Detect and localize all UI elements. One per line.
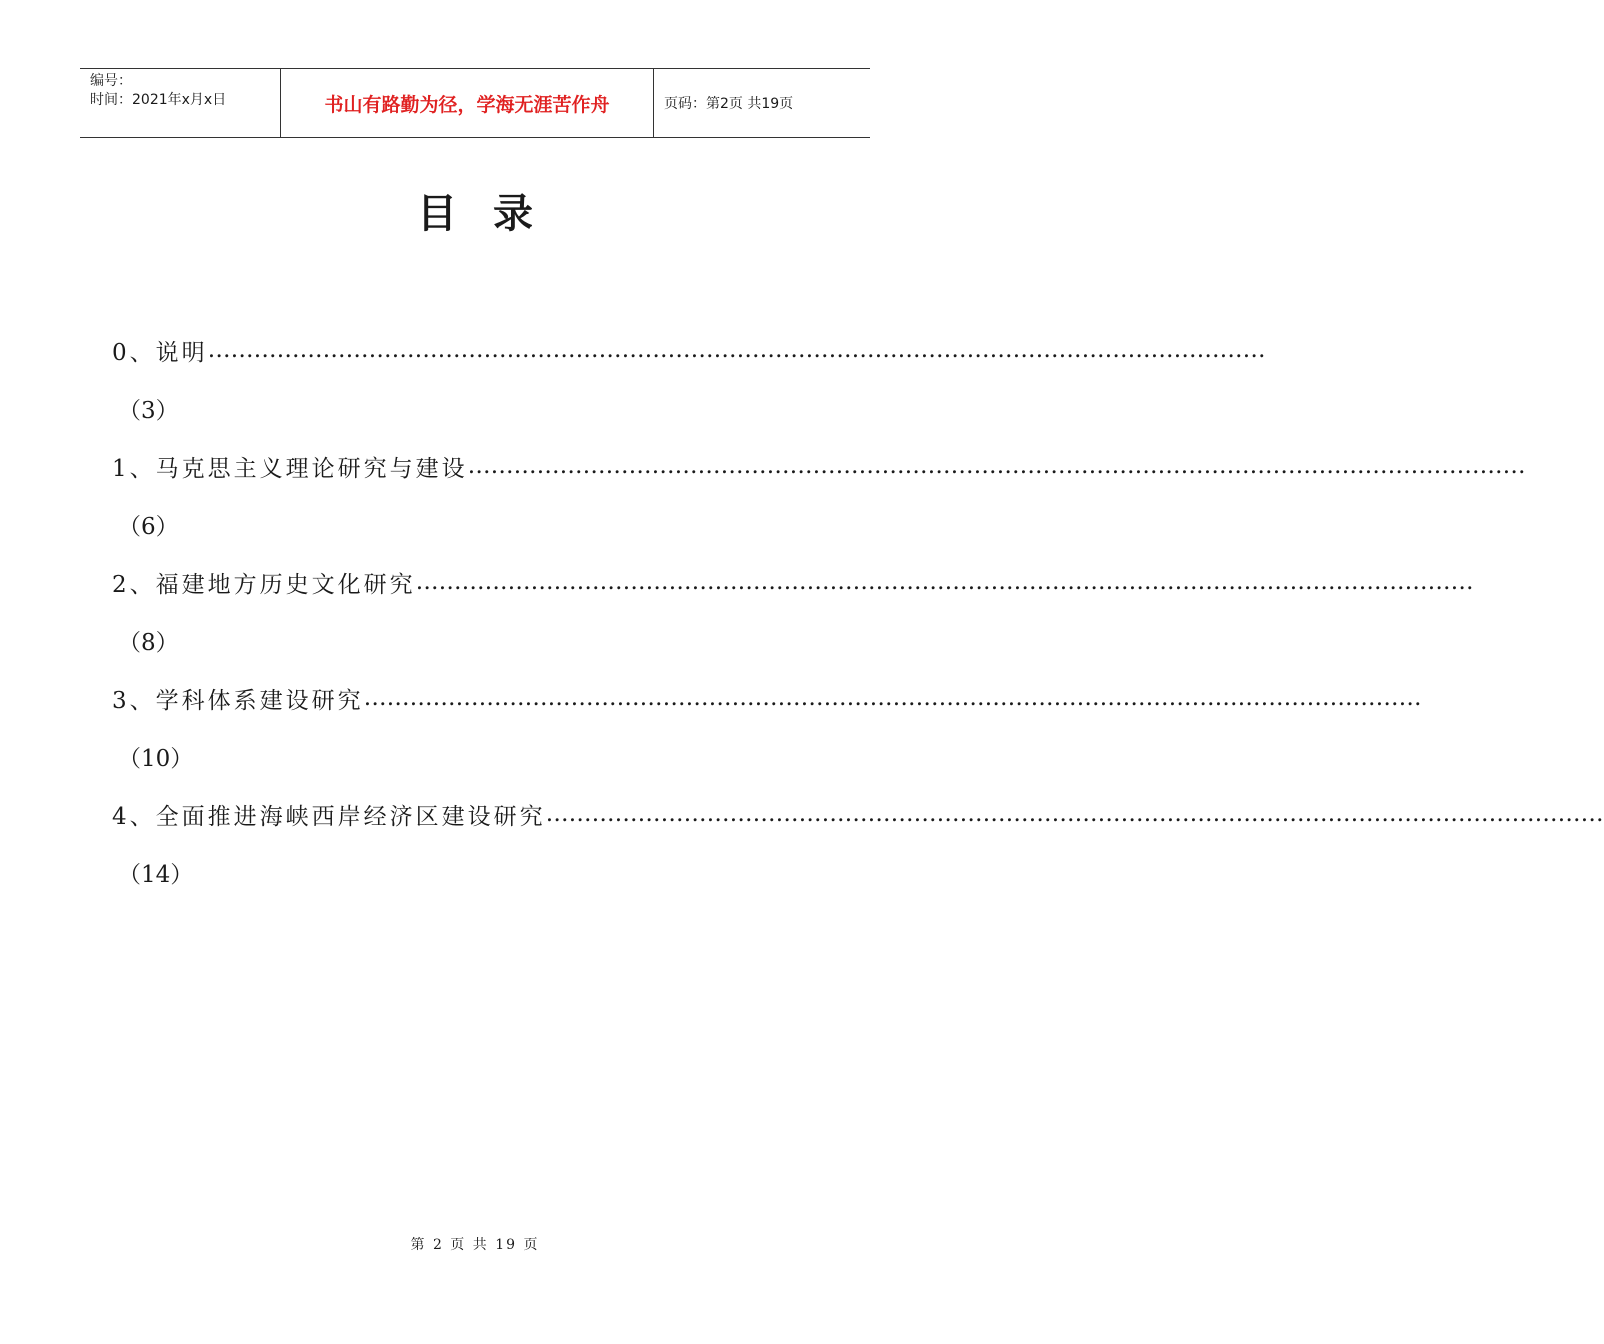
toc-entry-page: （14）	[118, 861, 194, 888]
table-of-contents	[112, 325, 1604, 905]
toc-entry-page: （6）	[118, 513, 179, 540]
toc-entry[interactable]	[112, 441, 1526, 557]
toc-entry-page: （3）	[118, 397, 179, 424]
page-footer: 第 2 页 共 19 页	[410, 1237, 540, 1253]
toc-leader-dots: …………………………………………………………………………………………………………………………	[545, 801, 1604, 827]
toc-entry-label: 3、学科体系建设研究	[112, 687, 364, 714]
toc-entry[interactable]	[112, 789, 1604, 905]
page-title: 目录	[417, 191, 569, 237]
toc-entry-label: 4、全面推进海峡西岸经济区建设研究	[112, 803, 546, 830]
header-meta	[80, 69, 281, 137]
toc-entry-label: 0、说明	[112, 339, 208, 366]
document-number-label: 编号：	[90, 73, 132, 89]
toc-leader-dots: …………………………………………………………………………………………………………………………	[363, 685, 1422, 711]
toc-entry-label: 2、福建地方历史文化研究	[112, 571, 416, 598]
toc-entry[interactable]	[112, 673, 1422, 789]
page-header	[80, 68, 870, 138]
toc-leader-dots: …………………………………………………………………………………………………………………………	[415, 569, 1474, 595]
toc-entry-page: （8）	[118, 629, 179, 656]
toc-entry-page: （10）	[118, 745, 194, 772]
toc-entry[interactable]	[112, 325, 1266, 441]
document-date: 时间：2021年x月x日	[90, 92, 227, 108]
toc-leader-dots: …………………………………………………………………………………………………………………………	[467, 453, 1526, 479]
toc-entry-label: 1、马克思主义理论研究与建设	[112, 455, 468, 482]
header-page-info: 页码：第2页 共19页	[664, 96, 794, 112]
toc-entry[interactable]	[112, 557, 1474, 673]
toc-leader-dots: …………………………………………………………………………………………………………………………	[207, 337, 1266, 363]
header-motto: 书山有路勤为径，学海无涯苦作舟	[281, 69, 654, 137]
